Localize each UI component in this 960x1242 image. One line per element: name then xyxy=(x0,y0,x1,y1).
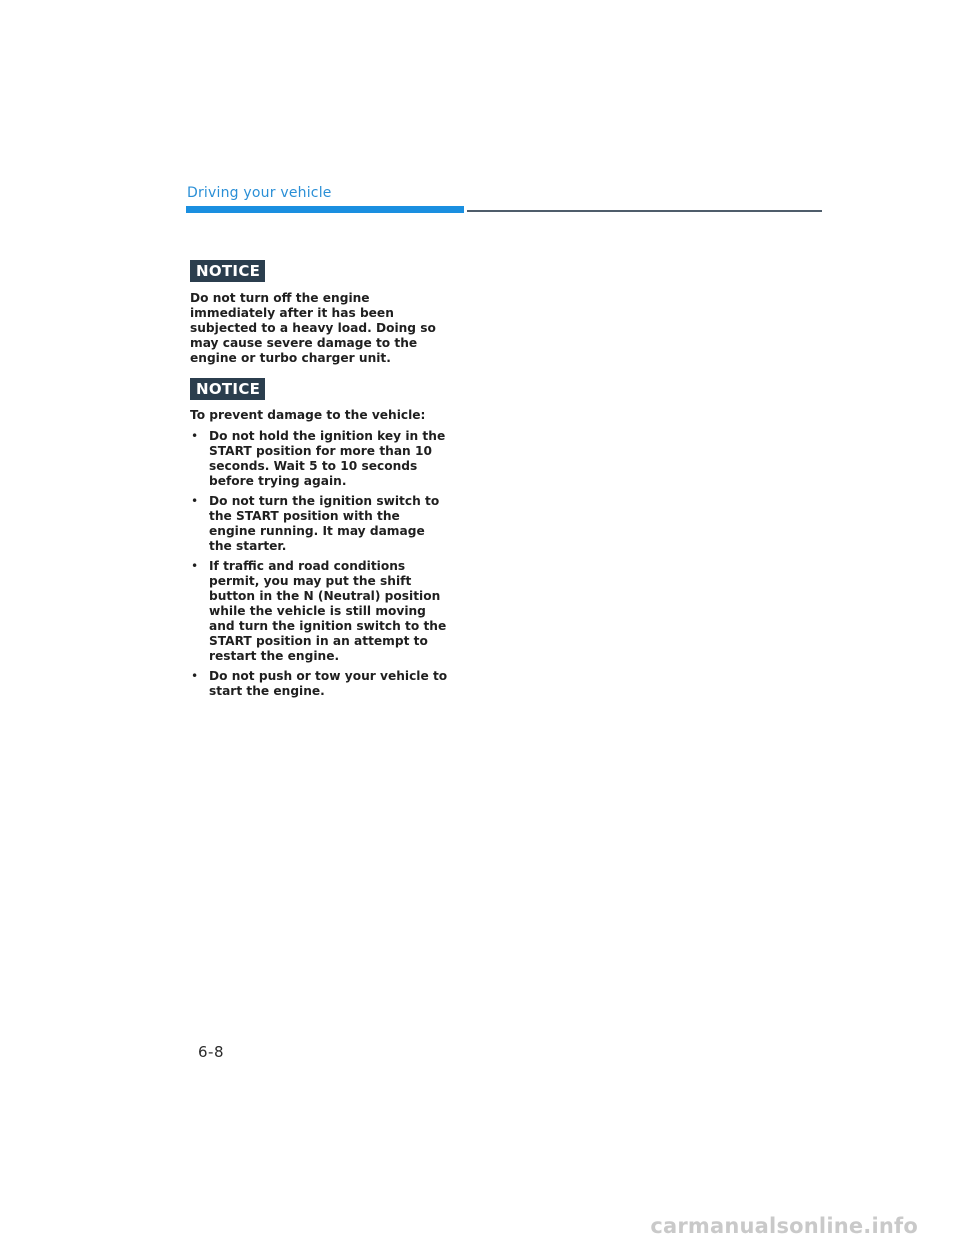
bullet-icon: • xyxy=(191,494,199,508)
list-item-text: If traffic and road conditions permit, you may put the shift button in the N (Neutral) position while the vehicle is still moving and turn the ignition switch to the START position in an attempt to restart the engine. xyxy=(209,559,447,663)
notice-block-engine-shutdown xyxy=(190,260,450,366)
bullet-icon: • xyxy=(191,559,199,573)
list-item xyxy=(190,559,450,664)
list-item-text: Do not turn the ignition switch to the START position with the engine running. It may damage the starter. xyxy=(209,494,440,553)
bullet-icon: • xyxy=(191,669,199,683)
notice-badge: NOTICE xyxy=(190,260,265,282)
notice-list xyxy=(190,429,450,699)
list-item-text: Do not push or tow your vehicle to start the engine. xyxy=(209,669,448,698)
notice-intro: To prevent damage to the vehicle: xyxy=(190,408,426,422)
list-item-text: Do not hold the ignition key in the START position for more than 10 seconds. Wait 5 to 10 seconds before trying again. xyxy=(209,429,446,488)
section-title: Driving your vehicle xyxy=(187,185,332,201)
header-rule-divider xyxy=(467,210,822,212)
notice-text: Do not turn off the engine immediately after it has been subjected to a heavy load. Doing so may cause severe damage to the engine or turbo charger unit. xyxy=(190,291,436,365)
bullet-icon: • xyxy=(191,429,199,443)
notice-block-vehicle-damage xyxy=(190,378,450,704)
header-rule-accent xyxy=(186,206,464,213)
watermark-text[interactable]: carmanualsonline.info xyxy=(650,1214,918,1238)
page-number: 6-8 xyxy=(198,1043,224,1061)
list-item xyxy=(190,669,450,699)
notice-badge: NOTICE xyxy=(190,378,265,400)
list-item xyxy=(190,494,450,554)
list-item xyxy=(190,429,450,489)
